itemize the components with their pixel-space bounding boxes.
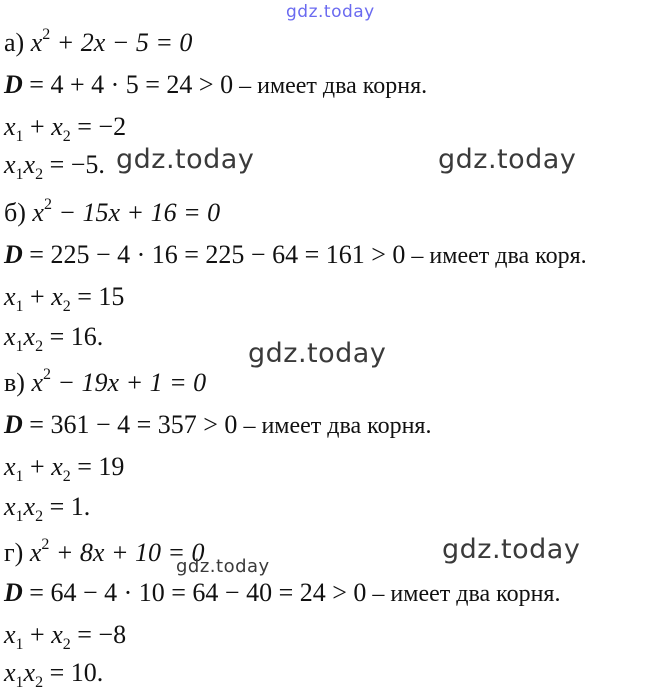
- watermark-3: gdz.today: [248, 338, 387, 369]
- part-a-label: а): [4, 28, 25, 57]
- part-v-equation: в) $x^2 - 19x + 1 = 0$: [4, 366, 207, 397]
- part-a-product-value: = −5.: [43, 150, 105, 179]
- part-a-discriminant-value: = 4 + 4 · 5 = 24 > 0: [22, 70, 234, 99]
- part-a-product-of-roots: $x_1x_2 = -5$.: [4, 150, 105, 183]
- discriminant-symbol: D: [4, 70, 23, 99]
- part-b-sum-value: = 15: [70, 282, 125, 311]
- part-g-discriminant-value: = 64 − 4 · 10 = 64 − 40 = 24 > 0: [22, 578, 367, 607]
- part-v-equation-rest: − 19x + 1 = 0: [57, 368, 207, 397]
- part-a-sum-value: = −2: [70, 112, 127, 141]
- part-v-product-value: = 1.: [43, 492, 91, 521]
- part-v-discriminant-note: – имеет два корня.: [237, 413, 432, 439]
- part-v-product-of-roots: $x_1x_2 = 1$.: [4, 492, 91, 525]
- part-v-sum-value: = 19: [70, 452, 125, 481]
- watermark-top: gdz.today: [286, 2, 375, 22]
- part-g-equation: г) $x^2 + 8x + 10 = 0$: [4, 536, 205, 567]
- part-a-sum-of-roots: $x_1 + x_2 = -2$: [4, 112, 127, 145]
- part-b-label: б): [4, 198, 26, 227]
- watermark-4: gdz.today: [442, 534, 581, 565]
- part-g-sum-value: = −8: [70, 620, 127, 649]
- part-g-sum-of-roots: $x_1 + x_2 = -8$: [4, 620, 127, 653]
- part-a-equation: [4, 28, 192, 58]
- part-b-equation-rest: − 15x + 16 = 0: [58, 198, 221, 227]
- watermark-1: gdz.today: [116, 144, 255, 175]
- part-v-discriminant: [4, 410, 431, 441]
- part-b-discriminant-note: – имеет два коря.: [405, 243, 587, 269]
- part-b-equation: б) $x^2 - 15x + 16 = 0$: [4, 196, 221, 227]
- discriminant-symbol: D: [4, 240, 23, 269]
- part-b-product-value: = 16.: [43, 322, 104, 351]
- part-g-equation-rest: + 8x + 10 = 0: [55, 538, 205, 567]
- part-g-product-of-roots: $x_1x_2 = 10$.: [4, 658, 104, 691]
- square-exponent: 2: [42, 26, 51, 43]
- part-v-label: в): [4, 368, 25, 397]
- discriminant-symbol: D: [4, 578, 23, 607]
- watermark-5: gdz.today: [176, 556, 270, 577]
- part-g-discriminant-note: – имеет два корня.: [366, 581, 561, 607]
- part-a-discriminant-note: – имеет два корня.: [233, 73, 428, 99]
- x-symbol: x: [30, 28, 43, 57]
- watermark-2: gdz.today: [438, 144, 577, 175]
- part-b-discriminant-value: = 225 − 4 · 16 = 225 − 64 = 161 > 0: [22, 240, 406, 269]
- discriminant-symbol: D: [4, 410, 23, 439]
- part-g-label: г): [4, 538, 24, 567]
- part-g-product-value: = 10.: [43, 658, 104, 687]
- part-a-discriminant: [4, 70, 427, 101]
- part-g-discriminant: [4, 578, 560, 609]
- part-b-discriminant: [4, 240, 587, 271]
- part-b-sum-of-roots: $x_1 + x_2 = 15$: [4, 282, 125, 315]
- part-v-discriminant-value: = 361 − 4 = 357 > 0: [22, 410, 238, 439]
- part-v-sum-of-roots: $x_1 + x_2 = 19$: [4, 452, 125, 485]
- part-a-equation-rest: + 2x − 5 = 0: [56, 28, 193, 57]
- part-b-product-of-roots: $x_1x_2 = 16$.: [4, 322, 104, 355]
